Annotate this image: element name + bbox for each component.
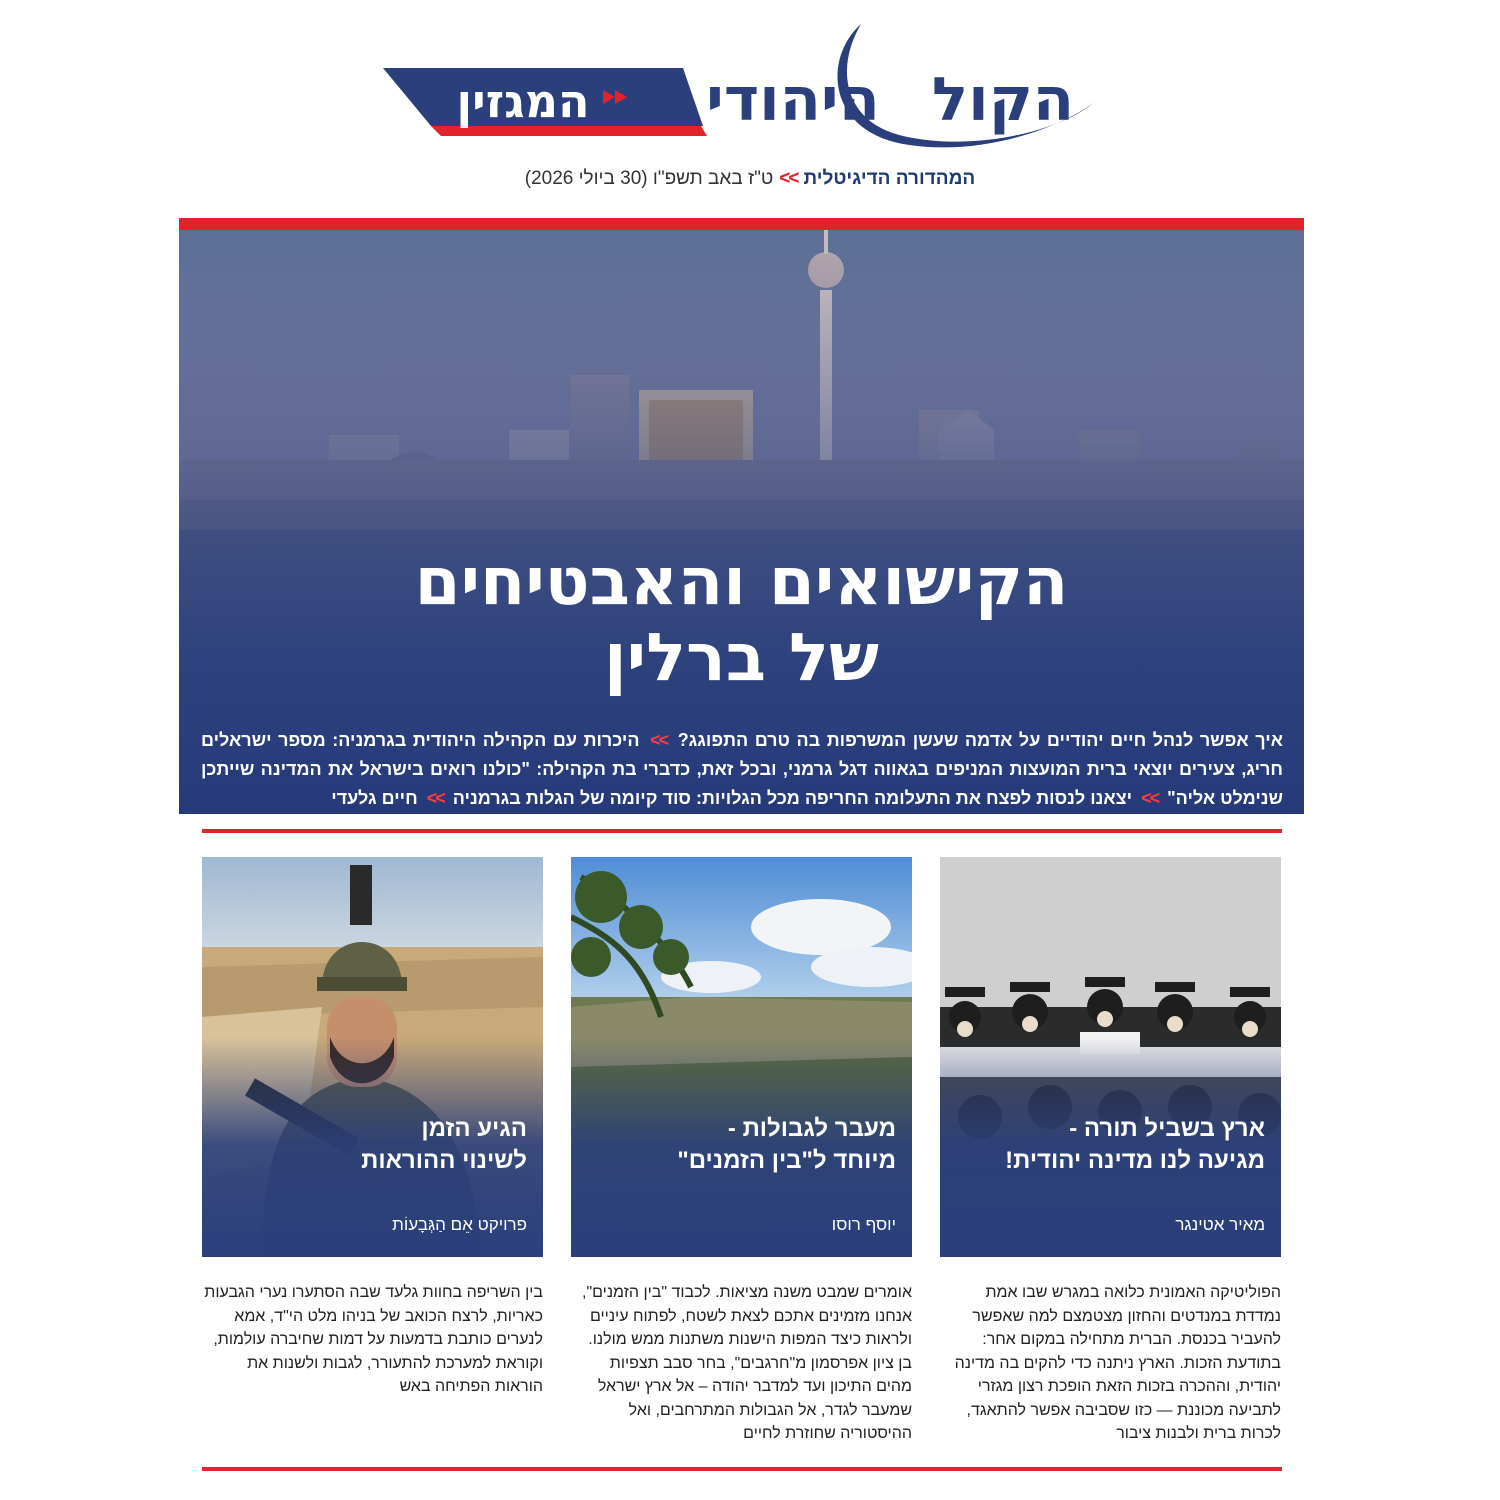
card-title-line1: מעבר לגבולות - — [727, 1115, 896, 1142]
article-card-change-instructions[interactable] — [202, 857, 543, 1257]
card-title[interactable] — [586, 1113, 896, 1177]
hero-title-line2: של ברלין — [604, 619, 879, 696]
hero-top-bar — [179, 218, 1304, 230]
card-excerpt: הפוליטיקה האמונית כלואה במגרש שבו אמת נמדדת במנדטים והחזון מצטמצם למה שאפשר להעביר בכנסת. הברית מתחילה במקום אחר: בתודעת הזכות. הארץ ניתנה כדי להקים בה מדינה יהודית, וההכרה בזכות הזאת הופכת רצון מגזרי לתביעה מכוננת — כזו שסביבה אפשר להתאגד, לכרות ברית ולבנות ציבור — [954, 1284, 1281, 1442]
card-author: יוסף רוסו — [831, 1215, 896, 1234]
logo-name-part2: היהודי — [706, 65, 880, 135]
soldier-photo — [202, 857, 543, 1257]
hero-separator: >> — [1141, 788, 1159, 808]
edition-date: ט"ז באב תשפ"ו (30 ביולי 2026) — [524, 168, 774, 189]
card-excerpt: אומרים שמבט משנה מציאות. לכבוד "בין הזמנים", אנחנו מזמינים אתכם לצאת לשטח, לפתוח עיניים ולראות כיצד המפות הישנות משתנות ממש מולנו. בן ציון אפרסמון מ"חרגבים", בחר סבב תצפיות מהים התיכון ועד למדבר יהודה – אל ארץ ישראל שמעבר לגדר, אל הגבולות המתרחבים, ואל ההיסטוריה שחוזרת לחיים — [582, 1284, 912, 1442]
section-divider — [202, 1467, 1282, 1471]
card-title-line2: מגיעה לנו מדינה יהודית! — [1005, 1147, 1265, 1174]
card-excerpt: בין השריפה בחוות גלעד שבה הסתערו נערי הגבעות כאריות, לרצח הכואב של בניהו מלט הי"ד, אמא לנערים כותבת בדמעות על דמות שחיברה עולמות, וקוראת למערכת להתעורר, לגבות ולשנות את הוראות הפתיחה באש — [204, 1284, 543, 1395]
logo-section-text: המגזין — [456, 74, 590, 128]
card-author: פרויקט אֵם הַגְּבָעוֹת — [392, 1215, 527, 1234]
card-author: מאיר אטינגר — [1175, 1215, 1265, 1234]
card-title[interactable] — [217, 1113, 527, 1177]
hero-summary-part2: היכרות עם הקהילה היהודית בגרמניה: מספר ישראלים חריג, צעירים יוצאי ברית המועצות המניפים בגאווה דגל גרמני, ובכל זאת, כדברי בת הקהילה: "כולנו רואים בישראל את המדינה שייתכן שנימלט אליה" — [201, 730, 1283, 808]
card-title[interactable] — [955, 1113, 1265, 1177]
hero-title-line1: הקישואים והאבטיחים — [414, 543, 1069, 620]
edition-line — [0, 168, 1500, 190]
article-card-torah-state[interactable] — [940, 857, 1281, 1257]
edition-separator: >> — [779, 168, 798, 189]
hero-separator: >> — [650, 730, 668, 750]
card-title-line1: הגיע הזמן — [421, 1115, 527, 1142]
landscape-photo — [571, 857, 912, 1257]
hero-summary-part3: יצאנו לנסות לפצח את התעלומה החריפה מכל הגלויות: סוד קיומה של הגלות בגרמניה — [452, 788, 1133, 808]
card-title-line2: לשינוי ההוראות — [361, 1147, 527, 1174]
hero-summary — [201, 726, 1283, 813]
edition-name: המהדורה הדיגיטלית — [803, 168, 976, 189]
article-card-beyond-borders[interactable] — [571, 857, 912, 1257]
hero-separator: >> — [426, 788, 444, 808]
section-divider — [202, 829, 1282, 833]
hero-title[interactable] — [179, 544, 1304, 696]
hero-summary-part1: איך אפשר לנהל חיים יהודיים על אדמה שעשן המשרפות בה טרם התפוגג? — [677, 730, 1283, 750]
magazine-logo[interactable] — [383, 18, 1103, 158]
rabbis-photo — [940, 857, 1281, 1257]
card-title-line1: ארץ בשביל תורה - — [1069, 1115, 1265, 1142]
logo-name-part1: הקול — [931, 65, 1075, 135]
card-title-line2: מיוחד ל"בין הזמנים" — [677, 1147, 896, 1174]
hero-article[interactable] — [179, 218, 1304, 814]
hero-author: חיים גלעדי — [331, 788, 418, 808]
